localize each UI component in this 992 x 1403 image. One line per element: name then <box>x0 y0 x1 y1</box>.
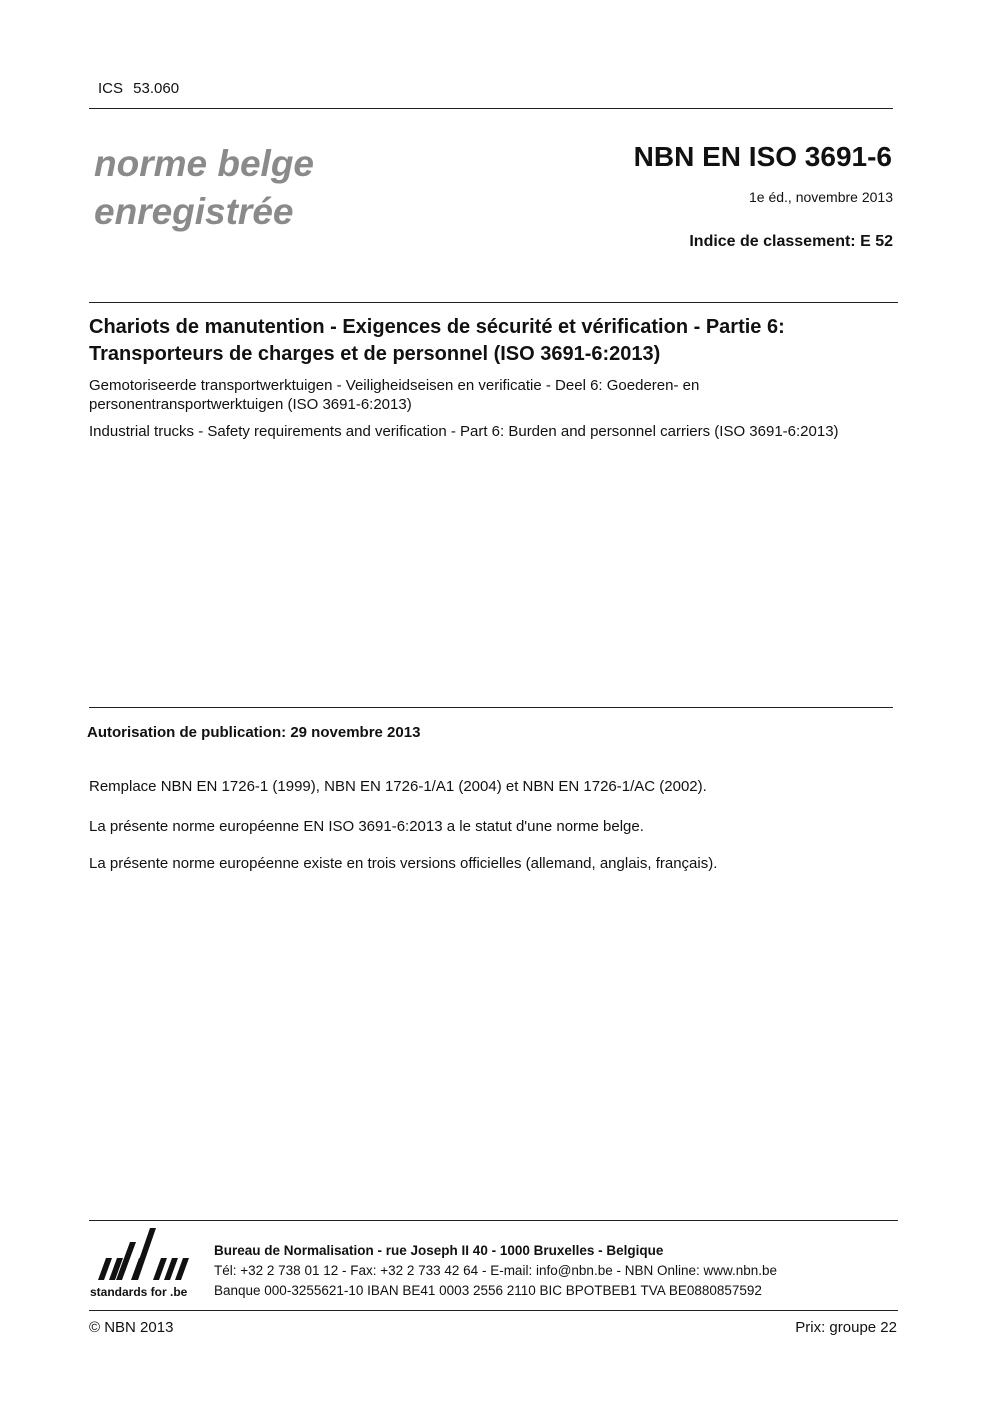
contact-block <box>214 1241 777 1301</box>
edition-date: 1e éd., novembre 2013 <box>749 189 893 205</box>
nbn-logo-mark <box>86 1228 198 1284</box>
address-line: Bureau de Normalisation - rue Joseph II 40 - 1000 Bruxelles - Belgique <box>214 1243 664 1258</box>
versions-paragraph: La présente norme européenne existe en trois versions officielles (allemand, anglais, français). <box>89 855 718 872</box>
body-rule <box>89 707 893 708</box>
brand-line-1: norme belge <box>94 143 314 184</box>
copyright: © NBN 2013 <box>89 1319 174 1336</box>
nbn-logo <box>86 1228 198 1306</box>
contact-line: Tél: +32 2 738 01 12 - Fax: +32 2 733 42 64 - E-mail: info@nbn.be - NBN Online: www.nbn.be <box>214 1263 778 1278</box>
footer-rule <box>89 1220 898 1221</box>
classification-index: Indice de classement: E 52 <box>689 233 893 250</box>
title-dutch: Gemotoriseerde transportwerktuigen - Veiligheidseisen en verificatie - Deel 6: Goederen- en personentransportwerktuigen (ISO 3691-6:2013) <box>89 377 700 413</box>
bank-line: Banque 000-3255621-10 IBAN BE41 0003 2556 2110 BIC BPOTBEB1 TVA BE0880857592 <box>214 1283 762 1298</box>
brand-line-2: enregistrée <box>94 191 294 232</box>
brand-heading <box>94 140 414 236</box>
standard-number: NBN EN ISO 3691-6 <box>633 141 892 172</box>
title-rule <box>89 302 898 303</box>
replaces-paragraph: Remplace NBN EN 1726-1 (1999), NBN EN 1726-1/A1 (2004) et NBN EN 1726-1/AC (2002). <box>89 778 707 795</box>
title-french: Chariots de manutention - Exigences de sécurité et vérification - Partie 6: Transporteurs de charges et de personnel (ISO 3691-6:2013) <box>89 316 785 365</box>
publication-authorisation: Autorisation de publication: 29 novembre 2013 <box>87 724 421 741</box>
bottom-rule <box>89 1310 898 1311</box>
header-rule <box>89 108 893 109</box>
logo-tagline: standards for .be <box>90 1285 188 1299</box>
status-paragraph: La présente norme européenne EN ISO 3691-6:2013 a le statut d'une norme belge. <box>89 818 644 835</box>
ics-code: ICS 53.060 <box>98 80 180 97</box>
title-english: Industrial trucks - Safety requirements and verification - Part 6: Burden and personnel carriers (ISO 3691-6:2013) <box>89 423 839 440</box>
price-group: Prix: groupe 22 <box>795 1319 897 1336</box>
